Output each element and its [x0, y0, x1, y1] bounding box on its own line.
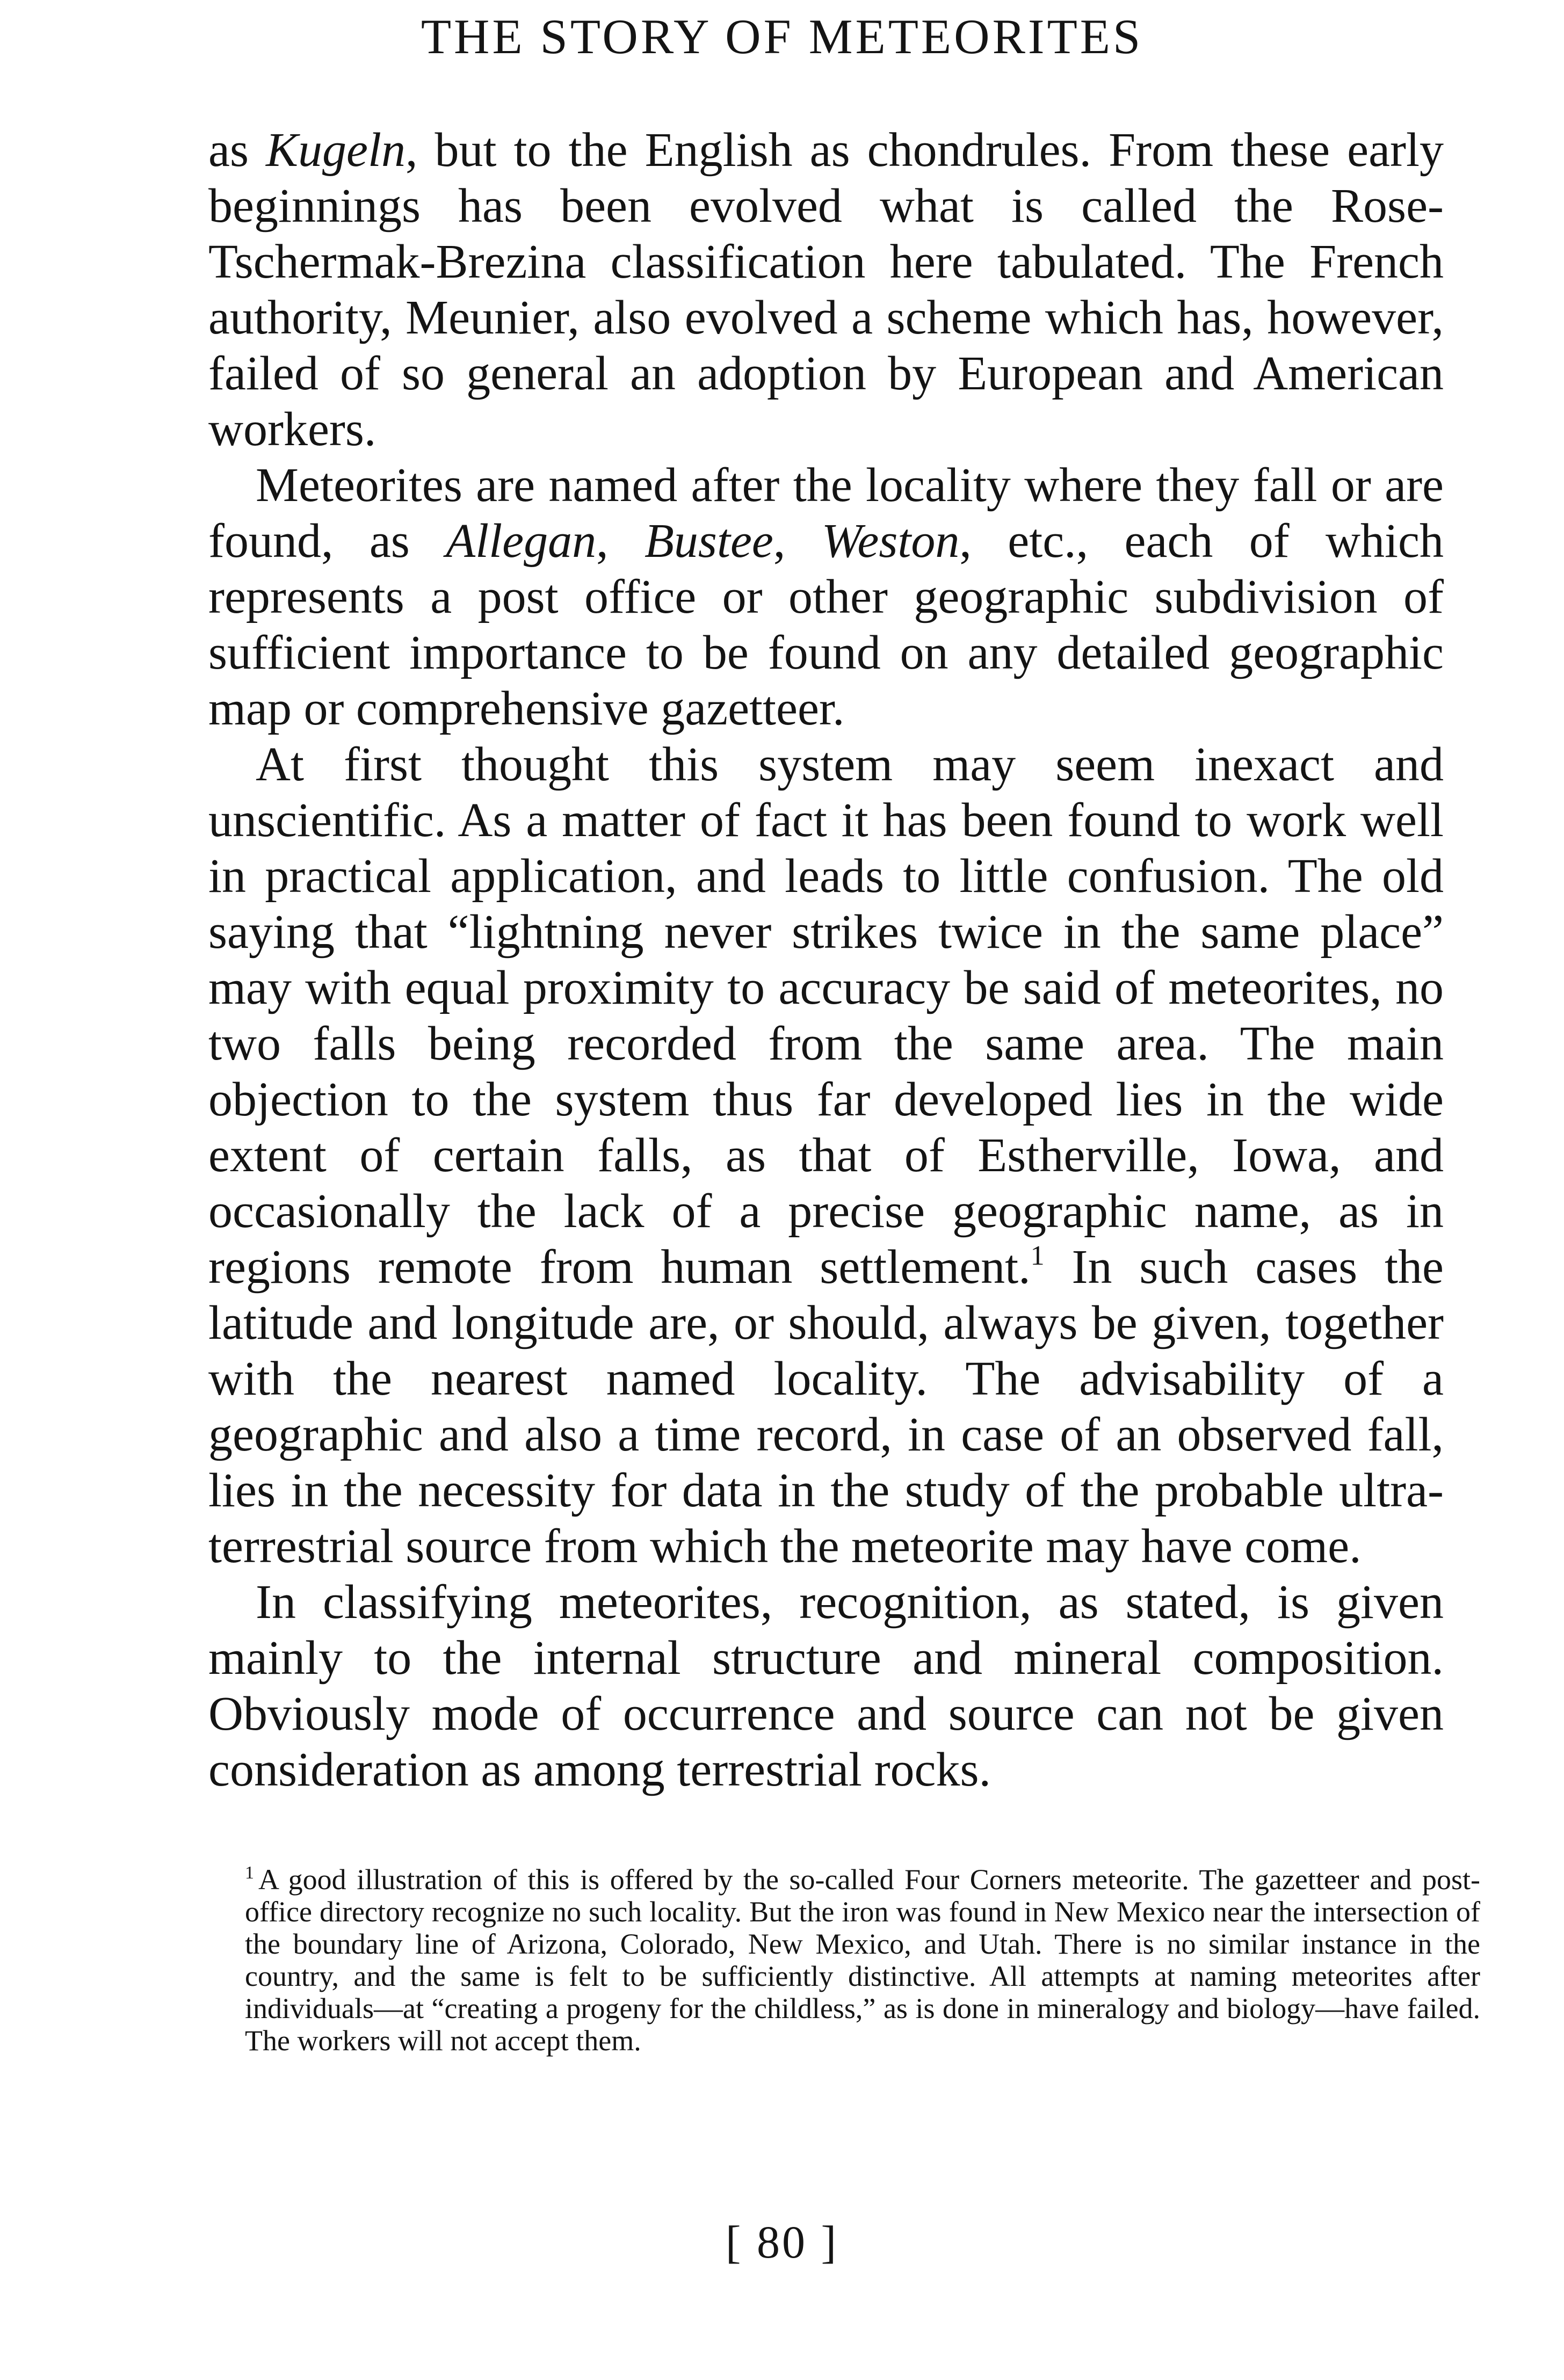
p3-text-rest: In such cases the latitude and longitude are, or should, always be given, together with the nearest named locality. The advisability of a geographic and also a time record, in case of an observed fall, lies in the necessity for data in the study of the probable ultra-terrestrial source from which the meteorite may have come. — [208, 1240, 1444, 1573]
name-weston: Weston — [821, 514, 960, 568]
paragraph-1 — [208, 122, 1444, 458]
p2-separator-1: , — [596, 514, 645, 568]
p1-text-rest: , but to the English as chondrules. From these early beginnings has been evolved what is called the Rose-Tschermak-Brezina classification here tabulated. The French authority, Meunier, also evolved a scheme which has, however, failed of so general an adoption by European and American workers. — [208, 124, 1444, 456]
main-text — [208, 122, 1444, 1798]
term-kugeln: Kugeln — [266, 124, 406, 177]
p2-text-rest: , etc., each of which represents a post office or other geographic subdivision of sufficient importance to be found on any detailed geographic map or comprehensive gazetteer. — [208, 514, 1444, 735]
footnote-marker: 1 — [245, 1863, 254, 1883]
p2-text-start: Meteorites are named after the locality where they fall or are found, as — [208, 459, 1444, 568]
p2-separator-2: , — [773, 514, 822, 568]
paragraph-3 — [208, 737, 1444, 1574]
paragraph-4 — [208, 1574, 1444, 1798]
page-number: [ 80 ] — [725, 2216, 839, 2268]
name-bustee: Bustee — [644, 514, 773, 568]
paragraph-2 — [208, 458, 1444, 737]
name-allegan: Allegan — [446, 514, 597, 568]
running-head: THE STORY OF METEORITES — [421, 9, 1143, 64]
p3-text-start: At first thought this system may seem inexact and unscientific. As a matter of fact it has been found to work well in practical application, and leads to little confusion. The old saying that “lightning never strikes twice in the same place” may with equal proximity to accuracy be said of meteorites, no two falls being recorded from the same area. The main objection to the system thus far developed lies in the wide extent of certain falls, as that of Estherville, Iowa, and occasionally the lack of a precise geographic name, as in regions remote from human settlement. — [208, 738, 1444, 1294]
footnote — [245, 1863, 1480, 2057]
footnote-reference: 1 — [1030, 1240, 1045, 1271]
p1-text-start: as — [208, 124, 266, 177]
footnote-text: A good illustration of this is offered by the so-called Four Corners meteorite. The gazetteer and post-office directory recognize no such locality. But the iron was found in New Mexico near the intersection of the boundary line of Arizona, Colorado, New Mexico, and Utah. There is no similar instance in the country, and the same is felt to be sufficiently distinctive. All attempts at naming meteorites after individuals—at “creating a progeny for the childless,” as is done in mineralogy and biology—have failed. The workers will not accept them. — [245, 1863, 1480, 2057]
p4-text: In classifying meteorites, recognition, as stated, is given mainly to the internal structure and mineral composition. Obviously mode of occurrence and source can not be given consideration as among terrestrial rocks. — [208, 1576, 1444, 1796]
